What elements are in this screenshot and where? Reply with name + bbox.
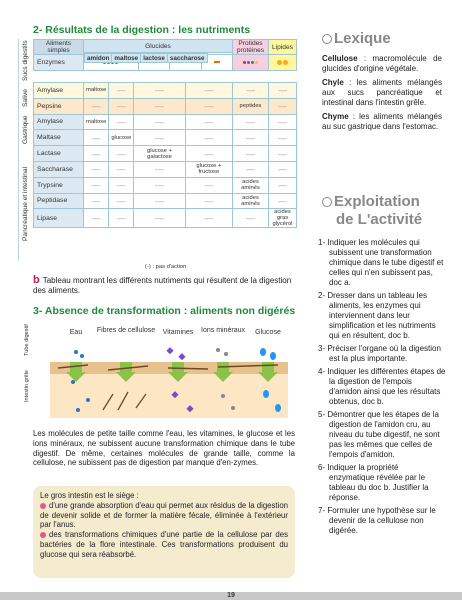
table-cell: — (109, 193, 134, 209)
enzyme-name: Lactase (34, 146, 84, 162)
table-row (34, 177, 297, 193)
table-cell: — (134, 193, 185, 209)
enzyme-name: Peptidase (34, 193, 84, 209)
enzyme-name: Saccharase (34, 161, 84, 177)
table-cell: — (185, 146, 232, 162)
table-cell: — (185, 130, 232, 146)
table-cell: — (185, 193, 232, 209)
table-cell: — (109, 161, 134, 177)
fig-label-ions: Ions minéraux (201, 327, 245, 334)
enzyme-name: Trypsine (34, 177, 84, 193)
table-cell: glucose + galactose (134, 146, 185, 162)
section2-title: 2- Résultats de la digestion : les nutriments (33, 24, 251, 36)
table-cell: — (269, 130, 297, 146)
table-row (34, 146, 297, 162)
table-cell: acides aminés (233, 193, 269, 209)
table-cell: — (269, 83, 297, 99)
table-cell: — (185, 83, 232, 99)
table-cell: glucose (109, 130, 134, 146)
question-item: 6- Indiquer la propriété enzymatique révélée par le tableau du doc b. Justifier la réponse. (318, 463, 429, 502)
fig-label-vitamines: Vitamines (162, 329, 194, 336)
table-cell: — (109, 177, 134, 193)
box-intro: Le gros intestin est le siège : (40, 491, 139, 500)
table-row (34, 130, 297, 146)
table-cell: — (233, 209, 269, 228)
exploitation-title2: de L'activité (336, 211, 423, 228)
table-cell: — (269, 177, 297, 193)
table-cell: — (84, 146, 109, 162)
enzyme-name: Pepsine (34, 98, 84, 114)
exploitation-title: Exploitation (322, 193, 420, 210)
organ-label-salive: Salive (18, 82, 32, 114)
question-item: 1- Indiquer les molécules qui subissent une transformation chimique dans le tube digestif et celles qui n'en subissent pas, doc a. (318, 238, 444, 287)
table-cell: acides gras glycérol (269, 209, 297, 228)
lexique: Cellulose : macromolécule de glucides d'origine végétale. Chyle : les aliments mélangés aux sucs pancréatique et intestinal dans l'intestin grêle. Chyme : les aliments mélangés au suc gastrique dans l'estomac. (322, 54, 442, 131)
table-cell: — (269, 193, 297, 209)
table-cell: — (109, 114, 134, 130)
table-cell: glucose + fructose (185, 161, 232, 177)
box-item2: des transformations chimiques d'une partie de la cellulose par des bactéries de la flore intestinale. Ces transformations produisent du glucose qui sera réabsorbé. (40, 530, 288, 559)
exploitation-list (318, 238, 446, 539)
circle-icon (322, 34, 332, 44)
table-cell: — (134, 130, 185, 146)
table-cell: — (233, 161, 269, 177)
table-cell: — (185, 209, 232, 228)
lexique-title: Lexique (322, 30, 391, 47)
table-cell: maltose (84, 83, 109, 99)
table-cell: — (185, 98, 232, 114)
bullet-icon (40, 503, 46, 509)
table-cell: — (84, 130, 109, 146)
table-cell: — (109, 83, 134, 99)
organ-label-sucs: Sucs digestifs (18, 39, 32, 82)
fig-label-glucose: Glucose (255, 329, 281, 336)
organ-label-gastrique: Gastrique (18, 114, 32, 146)
table-cell: — (84, 209, 109, 228)
table-cell: — (134, 114, 185, 130)
table-cell: — (269, 114, 297, 130)
header-lipides: Lipides (269, 40, 297, 55)
table-cell: — (233, 83, 269, 99)
circle-icon (322, 197, 332, 207)
table-cell: — (84, 177, 109, 193)
enzyme-name: Lipase (34, 209, 84, 228)
table-cell: — (269, 98, 297, 114)
paragraph: Les molécules de petite taille comme l'eau, les vitamines, le glucose et les ions minéraux, ne subissent aucune transformation chimique dans le tube digestif. De même, certaines molécules de grande taille, comme la cellulose, ne subissent pas de digestion par manque d'en-zymes. (33, 429, 295, 468)
header-proteines: Protides protéines (233, 40, 269, 55)
bullet-icon (40, 532, 46, 538)
table-cell: — (134, 98, 185, 114)
table-row (34, 193, 297, 209)
enzyme-rows (33, 82, 297, 228)
sub-amidon: amidon (85, 54, 112, 63)
table-cell: — (109, 98, 134, 114)
info-box (33, 486, 295, 578)
enzyme-name: Maltase (34, 130, 84, 146)
table-cell: peptides (233, 98, 269, 114)
table-cell: maltose (84, 114, 109, 130)
question-item: 4- Indiquer les différentes étapes de la digestion de l'empois d'amidon ainsi que les résultats obtenus, doc b. (318, 367, 446, 406)
enzyme-name: Amylase (34, 114, 84, 130)
fig-intestin-label: Intestin grêle (24, 369, 30, 402)
table-row (34, 83, 297, 99)
table-cell: — (134, 209, 185, 228)
table-cell: — (269, 161, 297, 177)
table-row (34, 161, 297, 177)
table-cell: — (84, 161, 109, 177)
question-item: 5- Démontrer que les étapes de la digestion de l'amidon cru, au niveau du tube digestif, ne sont pas les mêmes que celles de l'empois d'amidon. (318, 410, 440, 459)
sub-lactose: lactose (141, 54, 168, 63)
fig-label-fibres: Fibres de cellulose (96, 327, 156, 334)
table-cell: — (84, 98, 109, 114)
nutrients-table (33, 39, 297, 71)
question-item: 3- Préciser l'organe où la digestion est la plus importante. (318, 344, 441, 363)
fig-tube-label: Tube digestif (24, 324, 30, 356)
table-cell: — (134, 177, 185, 193)
organ-label-pancreas: Pancréatique et intestinal (18, 146, 32, 261)
table-cell: — (109, 146, 134, 162)
table-cell: — (233, 146, 269, 162)
sub-saccharose: saccharose (167, 54, 207, 63)
fig-label-eau: Eau (69, 329, 83, 336)
sub-maltose: maltose (112, 54, 141, 63)
table-cell: — (269, 146, 297, 162)
table-row (34, 98, 297, 114)
lipide-icon (269, 55, 297, 71)
absorption-figure (18, 322, 298, 420)
table-row (34, 209, 297, 228)
table-cell: — (185, 114, 232, 130)
page-number: 19 (0, 592, 462, 600)
box-item1: d'une grande absorption d'eau qui permet aux résidus de la digestion de devenir solide et de former la matière fécale, éliminée à l'extérieur par l'anus. (40, 500, 288, 530)
question-item: 2- Dresser dans un tableau les aliments, les enzymes qui interviennent dans leur simplification et les nutriments qui en résultent, doc b. (318, 291, 436, 340)
enzyme-name: Amylase (34, 83, 84, 99)
table-cell: acides aminés (233, 177, 269, 193)
enzymes-label: Enzymes (34, 55, 84, 71)
doc-letter: b (33, 274, 40, 286)
table-cell: — (84, 193, 109, 209)
table-cell: — (109, 209, 134, 228)
table-cell: — (134, 161, 185, 177)
caption-text: Tableau montrant les différents nutriments qui résultent de la digestion des aliments. (33, 276, 292, 295)
table-corner: Aliments simples (34, 40, 84, 55)
header-glucides: Glucides (84, 40, 233, 53)
proteine-icon (233, 55, 269, 71)
table-caption (33, 275, 295, 296)
table-row (34, 114, 297, 130)
question-item: 7- Formuler une hypothèse sur le devenir de la cellulose non digérée. (318, 506, 436, 535)
table-cell: — (233, 114, 269, 130)
table-legend: (-) : pas d'action (145, 264, 187, 270)
section3-title: 3- Absence de transformation : aliments non digérés (33, 305, 296, 317)
table-cell: — (134, 83, 185, 99)
table-cell: — (233, 130, 269, 146)
table-cell: — (185, 177, 232, 193)
